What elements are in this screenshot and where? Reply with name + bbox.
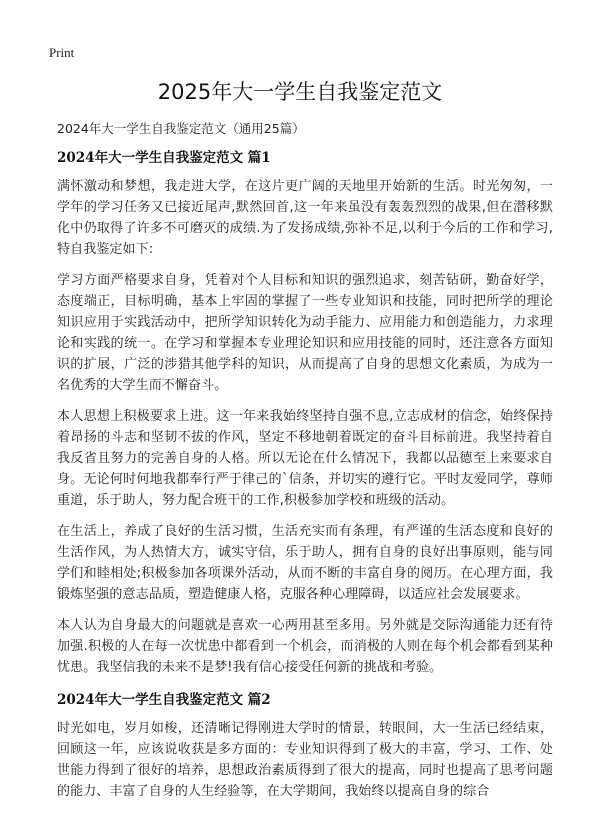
print-link[interactable]: Print — [49, 45, 75, 60]
document-subtitle: 2024年大一学生自我鉴定范文（通用25篇） — [57, 121, 305, 136]
paragraph: 在生活上，养成了良好的生活习惯，生活充实而有条理，有严谨的生活态度和良好的生活作风，为人热情大方，诚实守信，乐于助人，拥有自身的良好出事原则，能与同学们和睦相处;积极参加各项课外活动，从而不断的丰富自身的阅历。在心理方面，我锻炼坚强的意志品质，塑造健康人格，克服各种心理障碍，以适应社会发展要求。 — [57, 524, 553, 602]
section-heading-2: 2024年大一学生自我鉴定范文 篇2 — [57, 692, 271, 708]
paragraph: 满怀激动和梦想，我走进大学，在这片更广阔的天地里开始新的生活。时光匆匆，一学年的学习任务又已接近尾声,默然回首,这一年来虽没有轰轰烈烈的战果,但在潜移默化中仍取得了许多不可磨灭的成绩.为了发扬成绩,弥补不足,以利于今后的工作和学习,特自我鉴定如下: — [57, 179, 553, 257]
section-heading-1: 2024年大一学生自我鉴定范文 篇1 — [57, 150, 271, 166]
document-body — [57, 148, 553, 812]
page-title: 2025年大一学生自我鉴定范文 — [157, 80, 443, 104]
paragraph: 本人认为自身最大的问题就是喜欢一心两用甚至多用。另外就是交际沟通能力还有待加强.积极的人在每一次忧患中都看到一个机会，而消极的人则在每个机会都看到某种忧患。我坚信我的未来不是梦!我有信心接受任何新的挑战和考验。 — [57, 618, 553, 675]
paragraph: 本人思想上积极要求上进。这一年来我始终坚持自强不息,立志成材的信念，始终保持着昂扬的斗志和坚韧不拔的作风，坚定不移地朝着既定的奋斗目标前进。我坚持着自我反省且努力的完善自身的人格。所以无论在什么情况下，我都以品德至上来要求自身。无论何时何地我都奉行严于律己的`信条，并切实的遵行它。平时友爱同学，尊师重道，乐于助人，努力配合班干的工作,积极参加学校和班级的活动。 — [57, 409, 553, 508]
paragraph: 时光如电，岁月如梭，还清晰记得刚进大学时的情景，转眼间，大一生活已经结束，回顾这一年，应该说收获是多方面的：专业知识得到了极大的丰富，学习、工作、处世能力得到了很好的培养，思想政治素质得到了很大的提高，同时也提高了思考问题的能力、丰富了自身的人生经验等，在大学期间，我始终以提高自身的综合 — [57, 721, 553, 799]
paragraph: 学习方面严格要求自身，凭着对个人目标和知识的强烈追求，刻苦钻研，勤奋好学，态度端正，目标明确，基本上牢固的掌握了一些专业知识和技能，同时把所学的理论知识应用于实践活动中，把所学知识转化为动手能力、应用能力和创造能力，力求理论和实践的统一。在学习和掌握本专业理论知识和应用技能的同时，还注意各方面知识的扩展，广泛的涉猎其他学科的知识，从而提高了自身的思想文化素质，为成为一名优秀的大学生而不懈奋斗。 — [57, 273, 553, 393]
